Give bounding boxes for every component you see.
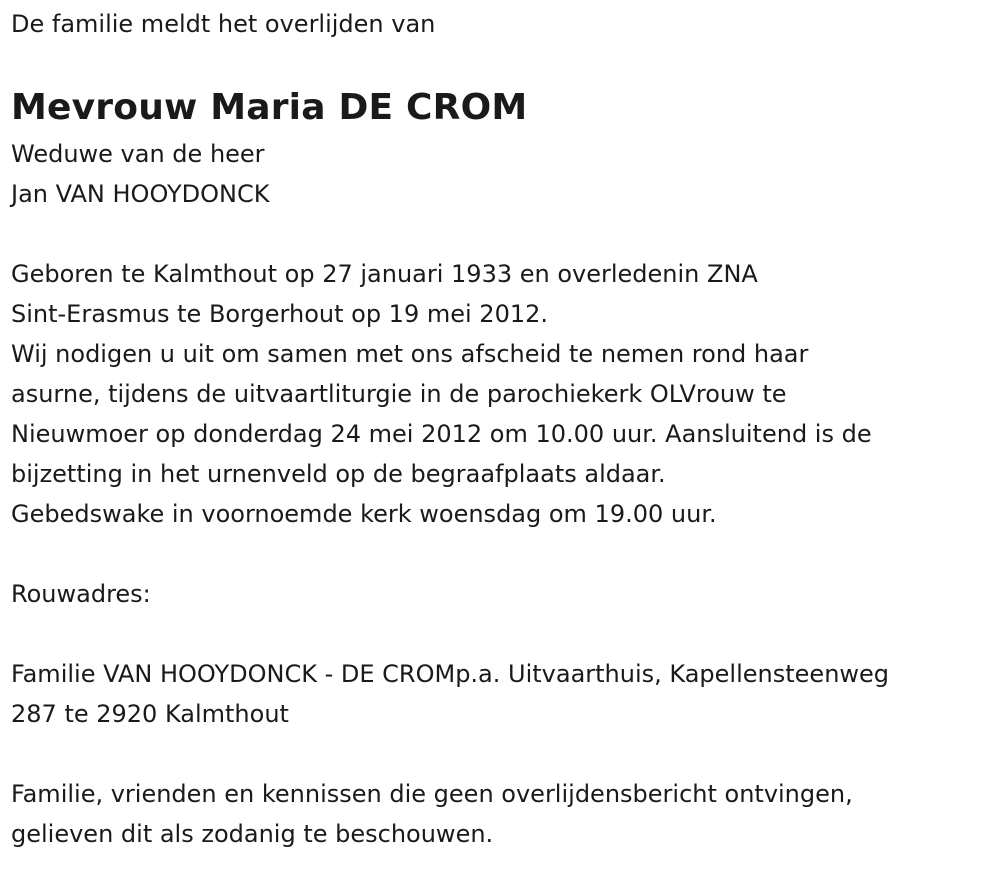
body-block [11, 254, 996, 534]
deceased-name: Mevrouw Maria DE CROM [11, 87, 528, 128]
spouse-line: Weduwe van de heer [11, 140, 265, 168]
body-line: Wij nodigen u uit om samen met ons afscheid te nemen rond haar [11, 340, 809, 368]
address-line: 287 te 2920 Kalmthout [11, 700, 289, 728]
address-heading: Rouwadres: [11, 580, 151, 608]
body-line: Sint-Erasmus te Borgerhout op 19 mei 2012. [11, 300, 548, 328]
intro-text: De familie meldt het overlijden van [11, 10, 436, 38]
closing-line: gelieven dit als zodanig te beschouwen. [11, 820, 494, 848]
body-line: Gebedswake in voornoemde kerk woensdag om 19.00 uur. [11, 500, 717, 528]
spouse-block [11, 134, 996, 214]
address-line: Familie VAN HOOYDONCK - DE CROMp.a. Uitvaarthuis, Kapellensteenweg [11, 660, 890, 688]
address-block [11, 654, 996, 734]
body-line: asurne, tijdens de uitvaartliturgie in de parochiekerk OLVrouw te [11, 380, 787, 408]
body-line: Nieuwmoer op donderdag 24 mei 2012 om 10.00 uur. Aansluitend is de [11, 420, 872, 448]
spouse-line: Jan VAN HOOYDONCK [11, 180, 270, 208]
closing-line: Familie, vrienden en kennissen die geen overlijdensbericht ontvingen, [11, 780, 853, 808]
body-line: Geboren te Kalmthout op 27 januari 1933 en overledenin ZNA [11, 260, 758, 288]
closing-block [11, 774, 996, 854]
death-notice [11, 0, 996, 854]
body-line: bijzetting in het urnenveld op de begraafplaats aldaar. [11, 460, 666, 488]
